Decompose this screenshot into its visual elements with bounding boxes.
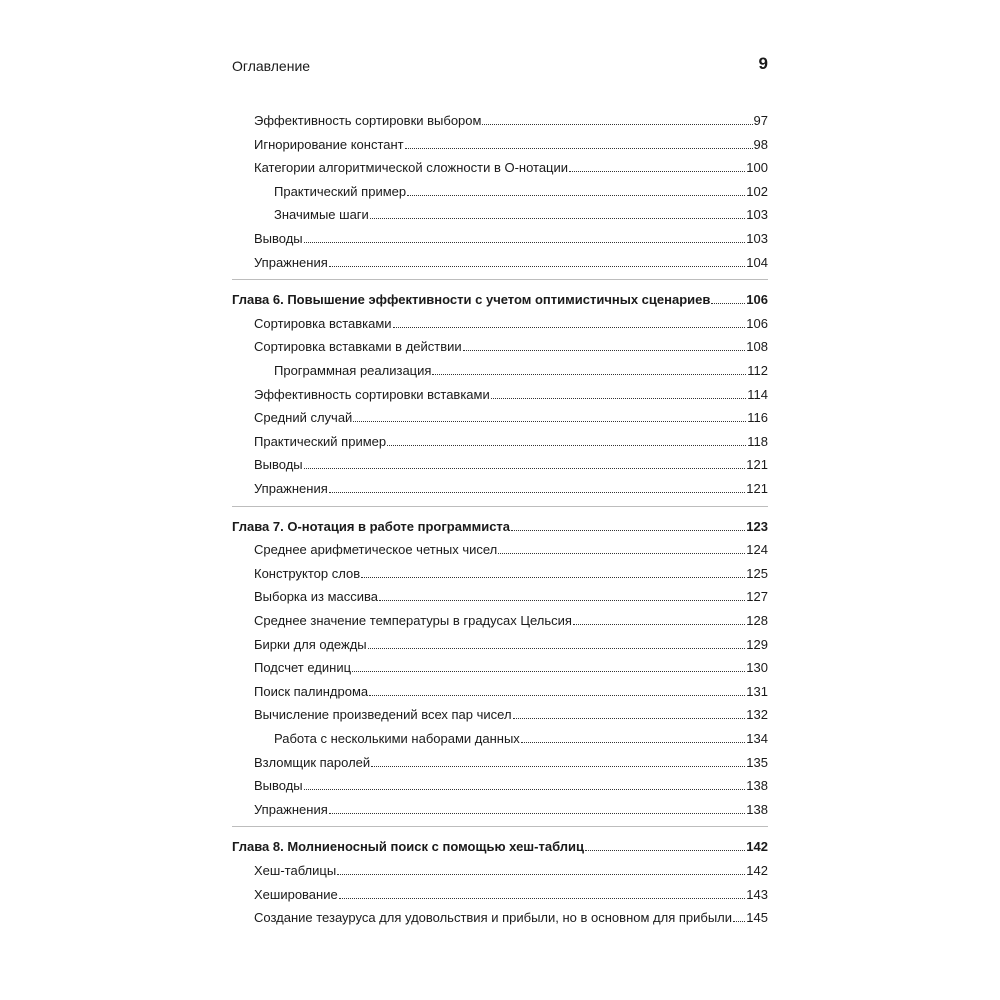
- dot-leader: [491, 398, 747, 399]
- toc-entry-title: Хеширование: [254, 886, 338, 902]
- toc-entry-page: 106: [746, 292, 768, 308]
- dot-leader: [352, 671, 745, 672]
- toc-entry[interactable]: [254, 136, 768, 154]
- toc-entry[interactable]: [254, 386, 768, 404]
- toc-entry-page: 130: [746, 660, 768, 676]
- toc-entry-title: Глава 8. Молниеносный поиск с помощью хеш-таблиц: [232, 839, 585, 855]
- toc-entry[interactable]: [254, 862, 768, 880]
- toc-entry-title: Создание тезауруса для удовольствия и прибыли, но в основном для прибыли: [254, 910, 733, 926]
- toc-entry-title: Глава 6. Повышение эффективности с учетом оптимистичных сценариев: [232, 292, 711, 308]
- toc-entry-title: Упражнения: [254, 481, 328, 496]
- toc-entry[interactable]: [274, 730, 768, 748]
- toc-entry-page: 138: [746, 801, 768, 817]
- toc-entry-title: Эффективность сортировки выбором: [254, 113, 482, 128]
- toc-entry-title: Поиск палиндрома: [254, 683, 369, 699]
- toc-entry-title: Работа с несколькими наборами данных: [274, 731, 520, 746]
- toc-entry-title: Сортировка вставками в действии: [254, 339, 462, 355]
- running-title: Оглавление: [232, 58, 311, 74]
- toc-entry[interactable]: [254, 480, 768, 498]
- toc-entry-title: Сортировка вставками: [254, 315, 392, 331]
- toc-entry-page: 127: [746, 589, 768, 605]
- toc-entry-page: 106: [746, 315, 768, 331]
- toc-entry[interactable]: [254, 159, 768, 177]
- dot-leader: [339, 898, 746, 899]
- toc-entry[interactable]: [254, 801, 768, 819]
- toc-entry-title: Игнорирование констант: [254, 136, 404, 152]
- toc-entry[interactable]: [254, 315, 768, 333]
- toc-entry-page: 123: [746, 518, 768, 534]
- dot-leader: [361, 577, 745, 578]
- toc-entry-title: Глава 7. О-нотация в работе программиста: [232, 518, 511, 534]
- dot-leader: [304, 242, 746, 243]
- toc-entry-title: Вычисление произведений всех пар чисел: [254, 707, 512, 723]
- dot-leader: [585, 850, 745, 851]
- toc-chapter[interactable]: [232, 518, 768, 536]
- dot-leader: [371, 766, 745, 767]
- dot-leader: [368, 648, 746, 649]
- toc-entry-page: 131: [746, 683, 768, 699]
- toc-entry-page: 125: [746, 565, 768, 581]
- toc-entry[interactable]: [254, 777, 768, 795]
- toc-entry[interactable]: [274, 362, 768, 380]
- toc-entry-page: 135: [746, 754, 768, 770]
- toc-entry-page: 100: [746, 160, 768, 176]
- toc-entry[interactable]: [254, 683, 768, 701]
- toc-entry-title: Практический пример: [274, 183, 407, 199]
- toc-entry-page: 112: [747, 363, 768, 378]
- chapter-divider: [232, 826, 768, 827]
- toc-entry[interactable]: [254, 588, 768, 606]
- toc-entry[interactable]: [254, 433, 768, 451]
- toc-entry-title: Значимые шаги: [274, 207, 369, 223]
- toc-entry-page: 128: [746, 613, 768, 628]
- toc-entry[interactable]: [254, 338, 768, 356]
- toc-entry-title: Среднее значение температуры в градусах Цельсия: [254, 613, 572, 628]
- toc-chapter[interactable]: [232, 291, 768, 309]
- toc-entry[interactable]: [274, 183, 768, 201]
- toc-entry[interactable]: [254, 230, 768, 248]
- toc-entry-title: Выводы: [254, 457, 303, 473]
- toc-entry-page: 121: [746, 457, 768, 473]
- chapter-divider: [232, 279, 768, 280]
- toc-entry[interactable]: [254, 636, 768, 654]
- toc-entry[interactable]: [254, 659, 768, 677]
- toc-entry-title: Программная реализация: [274, 363, 432, 378]
- dot-leader: [482, 124, 752, 125]
- toc-entry-title: Взломщик паролей: [254, 754, 371, 770]
- dot-leader: [337, 874, 745, 875]
- toc-entry-page: 103: [746, 231, 768, 246]
- dot-leader: [353, 421, 746, 422]
- toc-entry[interactable]: [254, 909, 768, 927]
- toc-entry-title: Упражнения: [254, 254, 328, 270]
- toc-entry-page: 98: [753, 136, 768, 152]
- toc-entry-page: 142: [746, 863, 768, 878]
- toc-entry-page: 145: [746, 910, 768, 926]
- toc-entry-title: Упражнения: [254, 801, 328, 817]
- toc-entry-title: Выводы: [254, 231, 303, 246]
- toc-entry-title: Эффективность сортировки вставками: [254, 386, 490, 402]
- toc-entry-page: 134: [746, 731, 768, 746]
- dot-leader: [304, 468, 746, 469]
- toc-entry-page: 142: [746, 839, 768, 855]
- dot-leader: [498, 553, 745, 554]
- toc-entry-page: 124: [746, 542, 768, 558]
- toc-entry-page: 116: [747, 410, 768, 426]
- toc-entry[interactable]: [254, 886, 768, 904]
- toc-entry-title: Среднее арифметическое четных чисел: [254, 542, 498, 558]
- dot-leader: [370, 218, 746, 219]
- toc-entry-page: 118: [747, 433, 768, 449]
- toc-entry[interactable]: [254, 565, 768, 583]
- page-number: 9: [758, 54, 768, 73]
- dot-leader: [511, 530, 745, 531]
- toc-entry-title: Подсчет единиц: [254, 660, 352, 676]
- toc-entry-page: 114: [747, 386, 768, 402]
- toc-entry-page: 108: [746, 339, 768, 355]
- toc-entry-page: 129: [746, 636, 768, 652]
- toc-entry-title: Категории алгоритмической сложности в О-нотации: [254, 160, 569, 176]
- dot-leader: [405, 148, 753, 149]
- dot-leader: [463, 350, 746, 351]
- toc-entry[interactable]: [254, 706, 768, 724]
- dot-leader: [711, 303, 745, 304]
- toc-entry-title: Выводы: [254, 778, 303, 794]
- dot-leader: [513, 718, 746, 719]
- chapter-divider: [232, 506, 768, 507]
- toc-entry[interactable]: [254, 754, 768, 772]
- toc-entry[interactable]: [254, 409, 768, 427]
- toc-entry-page: 132: [746, 707, 768, 723]
- toc-entry-title: Практический пример: [254, 433, 387, 449]
- toc-entry[interactable]: [254, 541, 768, 559]
- toc-entry-page: 121: [746, 481, 768, 496]
- page-header: [232, 54, 768, 78]
- dot-leader: [393, 327, 746, 328]
- dot-leader: [304, 789, 746, 790]
- toc-entry[interactable]: [274, 206, 768, 224]
- toc-entry-page: 138: [746, 778, 768, 794]
- toc-entry[interactable]: [254, 112, 768, 130]
- toc-entry-title: Выборка из массива: [254, 589, 378, 605]
- dot-leader: [329, 813, 746, 814]
- dot-leader: [329, 492, 746, 493]
- dot-leader: [379, 600, 745, 601]
- toc-entry-page: 97: [753, 113, 768, 128]
- toc-entry-page: 103: [746, 207, 768, 223]
- dot-leader: [521, 742, 745, 743]
- dot-leader: [407, 195, 745, 196]
- dot-leader: [329, 266, 746, 267]
- dot-leader: [369, 695, 745, 696]
- toc-entry-title: Хеш-таблицы: [254, 863, 337, 878]
- dot-leader: [573, 624, 745, 625]
- toc-entry[interactable]: [254, 254, 768, 272]
- toc-chapter[interactable]: [232, 838, 768, 856]
- dot-leader: [569, 171, 745, 172]
- dot-leader: [432, 374, 746, 375]
- toc-entry-title: Бирки для одежды: [254, 636, 367, 652]
- toc-entry-page: 102: [746, 183, 768, 199]
- dot-leader: [733, 921, 745, 922]
- toc-entry-title: Средний случай: [254, 410, 353, 426]
- toc-entry-page: 104: [746, 254, 768, 270]
- toc-entry-title: Конструктор слов: [254, 565, 361, 581]
- toc-entry[interactable]: [254, 456, 768, 474]
- toc-entry[interactable]: [254, 612, 768, 630]
- dot-leader: [387, 445, 746, 446]
- toc-entry-page: 143: [746, 886, 768, 902]
